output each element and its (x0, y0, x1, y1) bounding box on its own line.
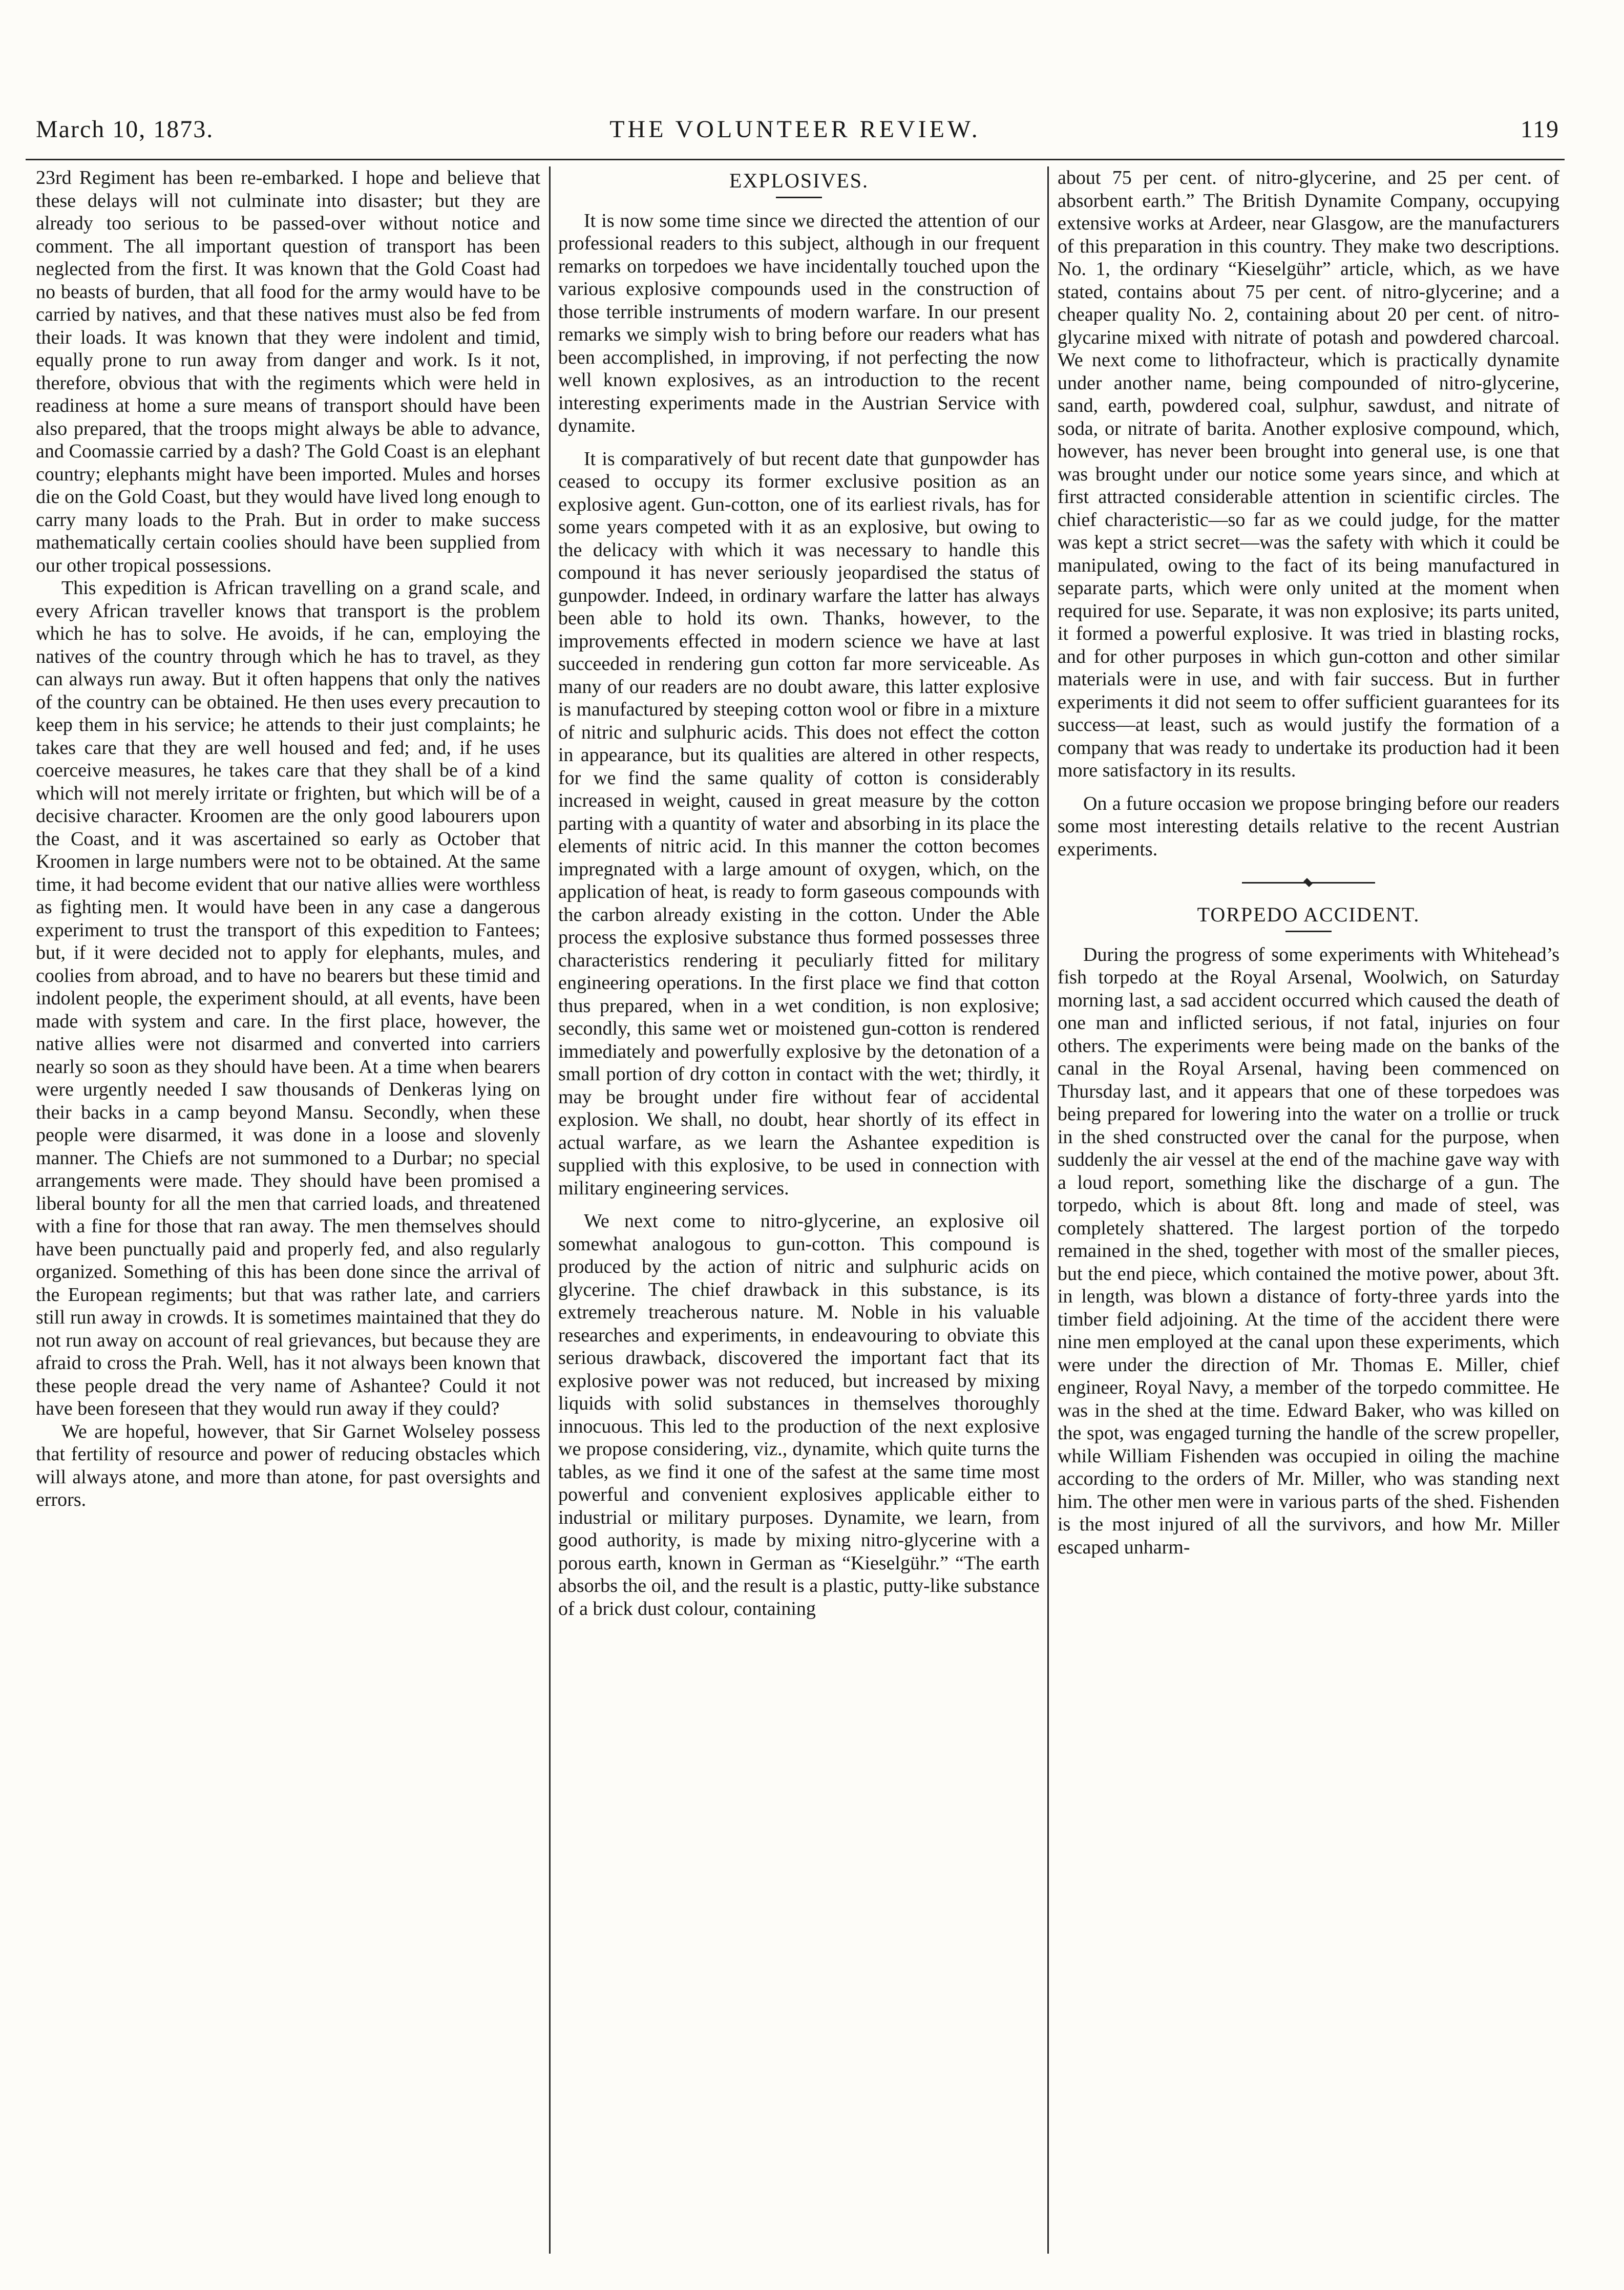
article-paragraph: It is now some time since we directed the attention of our professional readers to this subject, although in our frequent remarks on torpedoes we have incidentally touched upon the various explosive compounds used in the construction of those terrible instruments of modern warfare. In our present remarks we simply wish to bring before our readers what has been accomplished, in improving, if not perfecting the now well known explosives, as an introduction to the recent interesting experiments made in the Austrian Service with dynamite. (558, 209, 1040, 436)
column-2 (558, 166, 1040, 2264)
article-paragraph: During the progress of some experiments with Whitehead’s fish torpedo at the Royal Arsenal, Woolwich, on Saturday morning last, a sad accident occurred which caused the death of one man and inflicted serious, if not fatal, injuries on four others. The experiments were being made on the banks of the canal in the Royal Arsenal, having been commenced on Thursday last, and it appears that one of these torpedoes was being prepared for lowering into the water on a trollie or truck in the shed constructed over the canal for the purpose, when suddenly the air vessel at the end of the machine gave way with a loud report, something like the discharge of a gun. The torpedo, which is about 8ft. long and made of steel, was completely shattered. The largest portion of the torpedo remained in the shed, together with most of the smaller pieces, but the end piece, which contained the motive power, about 3ft. in length, was blown a distance of forty-three yards into the timber field adjoining. At the time of the accident there were nine men employed at the canal upon these experiments, which were under the direction of Mr. Thomas E. Miller, chief engineer, Royal Navy, a member of the torpedo committee. He was in the shed at the time. Edward Baker, who was killed on the spot, was engaged turning the handle of the screw propeller, while William Fishenden was occupied in oiling the machine according to the orders of Mr. Miller, who was standing next him. The other men were in various parts of the shed. Fishenden is the most injured of all the survivors, and how Mr. Miller escaped unharm- (1058, 943, 1559, 1558)
paragraph-gap (558, 1200, 1040, 1210)
heading-rule (776, 197, 822, 198)
section-heading-explosives: EXPLOSIVES. (729, 169, 869, 192)
column-3 (1058, 166, 1559, 2264)
article-paragraph: This expedition is African travelling on a grand scale, and every African traveller knows that transport is the problem which he has to solve. He avoids, if he can, employing the natives of the country through which he has to travel, as they can always run away. But it often happens that only the natives of the country can be obtained. He then uses every precaution to keep them in his service; he attends to their just complaints; he takes care that they are well housed and fed; and, if he uses coerceive measures, he takes care that they shall be of a kind which will not merely irritate or frighten, but which will be of a decisive character. Kroomen are the only good labourers upon the Coast, and it was ascertained so early as October that Kroomen in large numbers were not to be obtained. At the same time, it had become evident that our native allies were worthless as fighting men. It would have been in any case a dangerous experiment to trust the transport of this expedition to Fantees; but, if it were decided not to apply for elephants, mules, and coolies from abroad, and to have no bearers but these timid and indolent people, the experiment should, at all events, have been made with system and care. In the first place, however, the native allies were not disarmed and converted into carriers nearly so soon as they should have been. At a time when bearers were urgently needed I saw thousands of Denkeras lying on their backs in a camp beyond Mansu. Secondly, when these people were disarmed, it was done in a loose and slovenly manner. The Chiefs are not summoned to a Durbar; no special arrangements were made. They should have been promised a liberal bounty for all the men that carried loads, and threatened with a fine for those that ran away. The men themselves should have been punctually paid and properly fed, and also regularly organized. Something of this has been done since the arrival of the European regiments; but that was rather late, and carriers still run away in crowds. It is sometimes maintained that they do not run away on account of real grievances, but because they are afraid to cross the Prah. Well, has it not always been known that these people dread the very name of Ashantee? Could it not have been foreseen that they would run away if they could? (36, 577, 540, 1419)
heading-rule (1285, 931, 1332, 932)
paragraph-gap (558, 437, 1040, 448)
article-paragraph: about 75 per cent. of nitro-glycerine, and 25 per cent. of absorbent earth.” The British Dynamite Company, occupying extensive works at Ardeer, near Glasgow, are the manufacturers of this preparation in this country. They make two descriptions. No. 1, the ordinary “Kieselgühr” article, which, as we have stated, contains about 75 per cent. of nitro-glycerine; and a cheaper quality No. 2, containing about 20 per cent. of nitro-glycarine mixed with nitrate of potash and powdered charcoal. We next come to lithofracteur, which is practically dynamite under another name, being compounded of nitro-glycerine, sand, earth, powdered coal, sulphur, sawdust, and nitrate of soda, or nitrate of barita. Another explosive compound, which, however, has never been brought into general use, is one that was brought under our notice some years since, and which at first attracted considerable attention in scientific circles. The chief characteristic—so far as we could judge, for the matter was kept a strict secret—was the safety with which it could be manipulated, owing to the fact of its being manufactured in separate parts, which were only united at the moment when required for use. Separate, it was non explosive; its parts united, it formed a powerful explosive. It was tried in blasting rocks, and for other purposes in which gun-cotton and other similar materials were in use, and with fair success. But in further experiments it did not seem to offer sufficient guarantees for its success—at least, such as would justify the formation of a company that was ready to undertake its production had it been more satisfactory in its results. (1058, 167, 1559, 781)
column-rule-2 (1047, 166, 1049, 2254)
article-paragraph: We are hopeful, however, that Sir Garnet Wolseley possess that fertility of resource and power of reducing obstacles which will always atone, and more than atone, for past oversights and errors. (36, 1420, 540, 1510)
publication-title: THE VOLUNTEER REVIEW. (609, 116, 981, 143)
article-paragraph: We next come to nitro-glycerine, an explosive oil somewhat analogous to gun-cotton. This compound is produced by the action of nitric and sulphuric acids on glycerine. The chief drawback in this substance, is its extremely treacherous nature. M. Noble in his valuable researches and experiments, in endeavouring to obviate this serious drawback, discovered the important fact that its explosive power was not reduced, but increased by mixing liquids with solid substances in themselves thoroughly innocuous. This led to the production of the next explosive we propose considering, viz., dynamite, which quite turns the tables, as we find it one of the safest at the same time most powerful and convenient explosives applicable either to industrial or military purposes. Dynamite, we learn, from good authority, is made by mixing nitro-glycerine with a porous earth, known in German as “Kieselgühr.” “The earth absorbs the oil, and the result is a plastic, putty-like substance of a brick dust colour, containing (558, 1210, 1040, 1620)
section-heading-torpedo-accident: TORPEDO ACCIDENT. (1197, 903, 1420, 926)
article-paragraph: It is comparatively of but recent date that gunpowder has ceased to occupy its former exclusive position as an explosive agent. Gun-cotton, one of its earliest rivals, has for some years competed with it as an explosive, but owing to the delicacy with which it was necessary to handle this compound it has never seriously jeopardised the status of gunpowder. Indeed, in ordinary warfare the latter has always been able to hold its own. Thanks, however, to the improvements effected in modern science we have at last succeeded in rendering gun cotton far more serviceable. As many of our readers are no doubt aware, this latter explosive is manufactured by steeping cotton wool or fibre in a mixture of nitric and sulphuric acids. This does not effect the cotton in appearance, but its qualities are altered in other respects, for we find the same quality of cotton is considerably increased in weight, caused in great measure by the cotton parting with a quantity of water and absorbing in its place the elements of nitric acid. In this manner the cotton becomes impregnated with a large amount of oxygen, which, on the application of heat, is ready to form gaseous compounds with the carbon already existing in the cotton. Under the Able process the explosive substance thus formed possesses three characteristics rendering it peculiarly fitted for military engineering operations. In the first place we find that cotton thus prepared, when in a wet condition, is non explosive; secondly, this same wet or moistened gun-cotton is rendered immediately and powerfully explosive by the detonation of a small portion of dry cotton in contact with the wet; thirdly, it may be brought under fire without fear of accidental explosion. We shall, no doubt, hear shortly of its effect in actual warfare, as we learn the Ashantee expedition is supplied with this explosive, to be used in connection with military engineering services. (558, 448, 1040, 1199)
page-number: 119 (1520, 116, 1559, 143)
ornament-divider (1242, 879, 1375, 886)
header-rule (26, 159, 1565, 160)
paragraph-gap (1058, 782, 1559, 792)
column-1 (36, 166, 540, 2264)
article-paragraph: 23rd Regiment has been re-embarked. I hope and believe that these delays will not culminate into disaster; but they are already too serious to be passed-over without notice and comment. The all important question of transport has been neglected from the first. It was known that the Gold Coast had no beasts of burden, that all food for the army would have to be carried by natives, and that these natives must also be fed from their loads. It was known that they were indolent and timid, equally prone to run away from danger and work. Is it not, therefore, obvious that with the regiments which were held in readiness at home a sure means of transport should have been also prepared, that the troops might always be able to advance, and Coomassie carried by a dash? The Gold Coast is an elephant country; elephants might have been imported. Mules and horses die on the Gold Coast, but they would have lived long enough to carry many loads to the Prah. But in order to make success mathematically certain coolies should have been supplied from our other tropical possessions. (36, 167, 540, 576)
running-head (26, 115, 1565, 156)
column-rule-1 (549, 166, 551, 2254)
newspaper-page (26, 77, 1565, 2259)
article-paragraph: On a future occasion we propose bringing before our readers some most interesting details relative to the recent Austrian experiments. (1058, 792, 1559, 860)
issue-date: March 10, 1873. (36, 116, 214, 143)
